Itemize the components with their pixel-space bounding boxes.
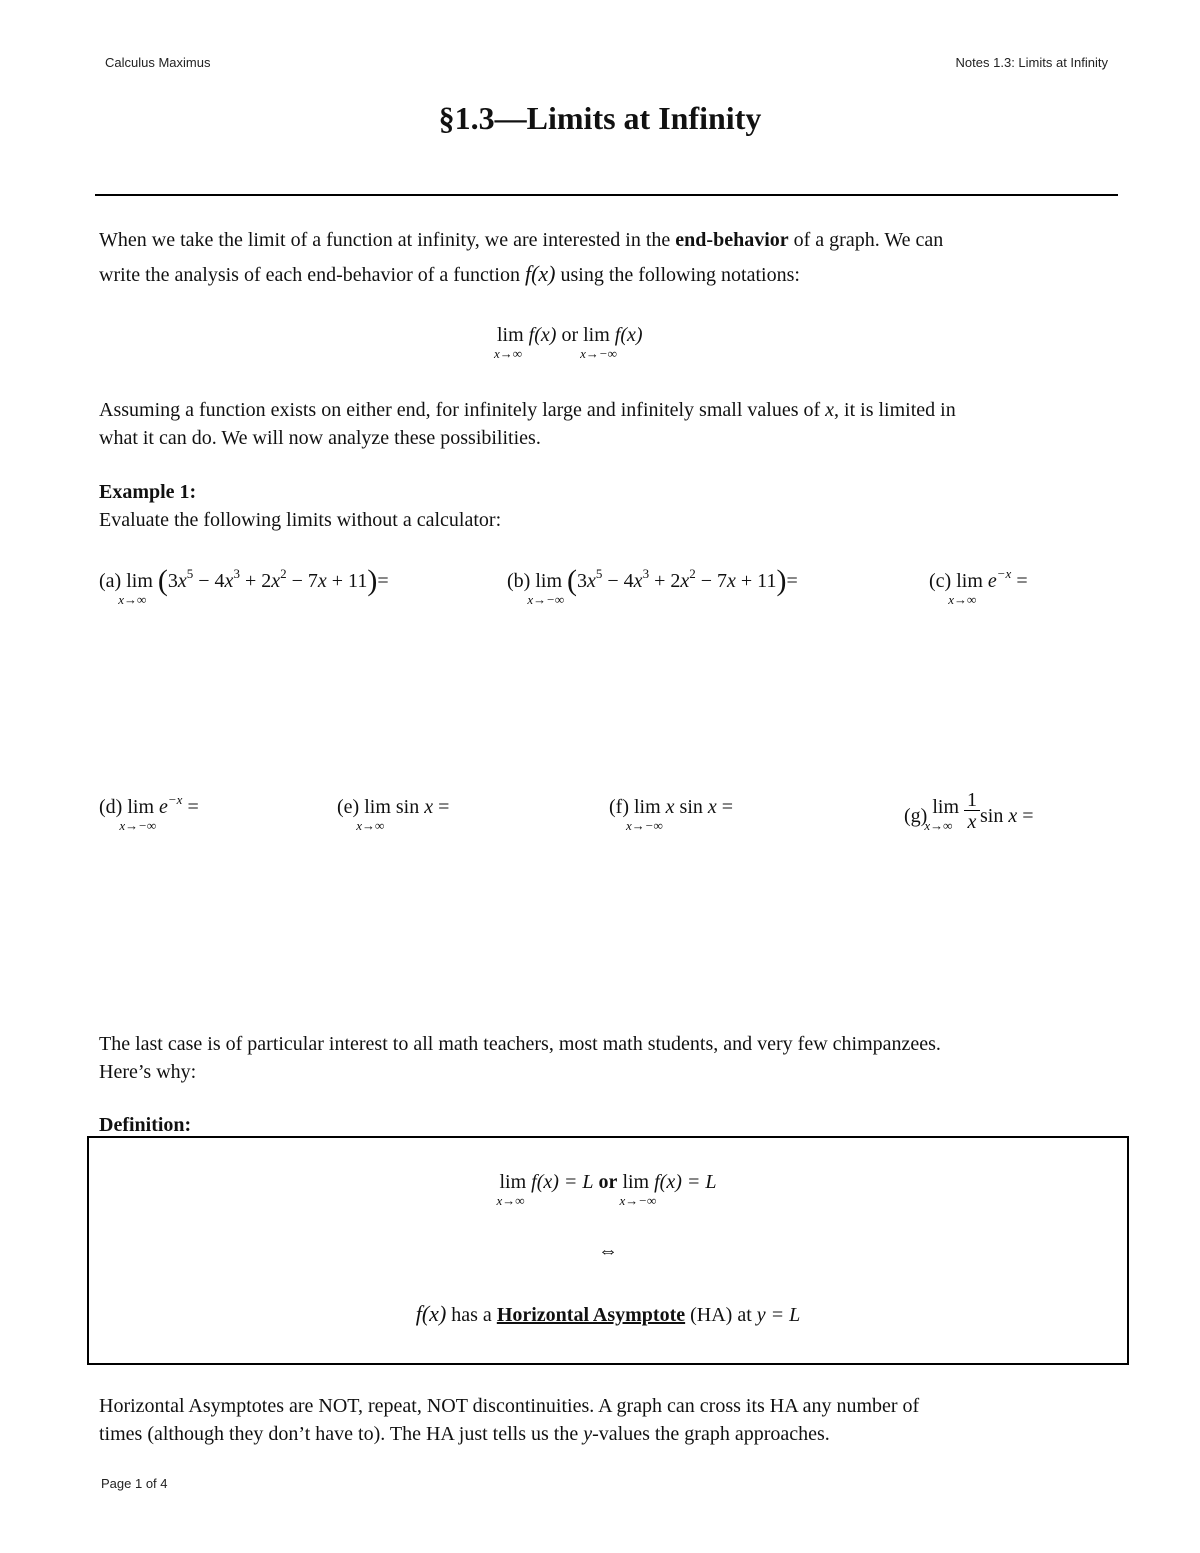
item-label: (e) <box>337 796 360 818</box>
intro-text-d: using the following notations: <box>560 264 800 286</box>
lim-sub: x→∞ <box>118 592 147 607</box>
definition-or: or <box>598 1171 618 1193</box>
lim-sub: x→−∞ <box>580 346 617 361</box>
definition-fx: f(x) <box>415 1301 447 1326</box>
assume-line-1 <box>99 396 1129 424</box>
intro-bold-term: end-behavior <box>675 229 789 251</box>
iff-symbol: ⇔ <box>598 1240 618 1262</box>
closing-line-1: Horizontal Asymptotes are NOT, repeat, NOT discontinuities. A graph can cross its HA any number of <box>99 1395 920 1417</box>
lim-sub: x→∞ <box>496 1193 525 1208</box>
assume-text-a: Assuming a function exists on either end, for infinitely large and infinitely small values of <box>99 399 826 421</box>
closing-line-2 <box>99 1420 1129 1448</box>
definition-conclusion <box>89 1301 1127 1327</box>
notation-fx-2: f(x) <box>614 324 643 346</box>
lim-sub: x→∞ <box>924 818 953 833</box>
intro-line-1 <box>99 226 1129 254</box>
item-label: (g) <box>904 805 928 828</box>
assume-paragraph <box>99 396 1129 452</box>
closing-paragraph <box>99 1392 1129 1448</box>
example-g <box>904 789 1034 839</box>
paren-right: ) <box>367 564 378 597</box>
header-right: Notes 1.3: Limits at Infinity <box>955 55 1108 70</box>
notation-line <box>494 324 643 361</box>
definition-box <box>87 1136 1129 1365</box>
lim-sub: x→∞ <box>948 592 977 607</box>
definition-ha-term: Horizontal Asymptote <box>496 1304 686 1326</box>
exp-expr: $e^{-x}$ <box>987 566 1012 592</box>
item-label: (a) <box>99 570 122 592</box>
definition-has-a: has a <box>451 1304 492 1326</box>
lim: lim x→−∞ <box>619 1171 657 1208</box>
definition-y-eq: y = L <box>756 1304 801 1326</box>
example-c <box>929 566 1028 607</box>
equals-sign: = <box>438 796 450 818</box>
item-label: (c) <box>929 570 952 592</box>
equals-sign: = <box>1022 805 1034 828</box>
intro-line-2 <box>99 260 1129 289</box>
sin-expr: sin x <box>395 796 434 818</box>
example-block <box>99 478 1129 534</box>
paren-right: ) <box>776 564 787 597</box>
example-a <box>99 564 389 607</box>
example-heading: Example 1: <box>99 481 197 503</box>
last-case-line-2: Here’s why: <box>99 1061 197 1083</box>
definition-lhs-1: f(x) = L <box>531 1171 594 1193</box>
assume-text-b: , it is limited in <box>834 399 956 421</box>
example-d <box>99 792 199 833</box>
item-label: (b) <box>507 570 531 592</box>
definition-lhs-2: f(x) = L <box>654 1171 717 1193</box>
lim-sub: x→−∞ <box>619 1193 657 1208</box>
example-f <box>609 796 734 833</box>
assume-line-2: what it can do. We will now analyze these possibilities. <box>99 427 541 449</box>
closing-text-a: times (although they don’t have to). The HA just tells us the <box>99 1423 584 1445</box>
lim: lim x→∞ <box>356 796 391 833</box>
lim: lim x→∞ <box>118 570 153 607</box>
lim-sub: x→−∞ <box>119 818 157 833</box>
equals-sign: = <box>786 570 798 592</box>
notation-or: or <box>561 324 579 346</box>
lim: lim x→−∞ <box>625 796 663 833</box>
fraction <box>964 790 980 833</box>
page-title: §1.3—Limits at Infinity <box>438 100 762 136</box>
lim-word: lim <box>583 324 610 346</box>
intro-text-c: write the analysis of each end-behavior of a function <box>99 264 525 286</box>
lim-word: lim <box>497 324 524 346</box>
sin-expr: sin x <box>980 805 1018 828</box>
equals-sign: = <box>187 796 199 818</box>
page-number: Page 1 of 4 <box>101 1476 168 1491</box>
lim: lim x→∞ <box>948 570 983 607</box>
equals-sign: = <box>377 570 389 592</box>
intro-text-b: of a graph. We can <box>788 229 944 251</box>
example-e <box>337 796 450 833</box>
example-instruction: Evaluate the following limits without a calculator: <box>99 509 502 531</box>
exp-expr: $e^{-x}$ <box>159 792 183 818</box>
intro-paragraph <box>99 226 1129 289</box>
definition-heading-wrap <box>99 1111 1129 1139</box>
lim: lim x→∞ <box>924 796 959 833</box>
header-left: Calculus Maximus <box>105 55 211 70</box>
lim: lim x→−∞ <box>119 796 157 833</box>
last-case-line-1: The last case is of particular interest to all math teachers, most math students, and very few chimpanzees. <box>99 1033 941 1055</box>
lim-sub: x→∞ <box>356 818 385 833</box>
definition-heading: Definition: <box>99 1114 192 1136</box>
paren-left: ( <box>157 564 168 597</box>
last-case-paragraph <box>99 1030 1129 1086</box>
title-rule <box>95 194 1118 196</box>
xsin-expr: x sin x <box>665 796 717 818</box>
lim-pos <box>494 324 524 361</box>
item-label: (f) <box>609 796 629 818</box>
equals-sign: = <box>721 796 734 818</box>
paren-left: ( <box>567 564 577 597</box>
lim: lim x→−∞ <box>527 570 565 607</box>
lim-neg <box>580 324 617 361</box>
lim-sub: x→∞ <box>494 346 523 361</box>
poly-expr: $3x^5 - 4x^3 + 2x^2 - 7x + 11$ <box>167 566 368 592</box>
fraction-numerator: 1 <box>964 790 980 811</box>
item-label: (d) <box>99 796 123 818</box>
lim-sub: x→−∞ <box>527 592 565 607</box>
definition-limits <box>89 1171 1127 1208</box>
assume-x: x <box>825 399 835 421</box>
intro-fx: f(x) <box>524 261 556 286</box>
closing-text-b: -values the graph approaches. <box>592 1423 830 1445</box>
poly-expr: $3x^5 - 4x^3 + 2x^2 - 7x + 11$ <box>577 566 777 592</box>
lim-sub: x→−∞ <box>625 818 663 833</box>
definition-ha-abbr: (HA) at <box>690 1304 752 1326</box>
fraction-denominator: x <box>967 811 977 833</box>
notation-fx-1: f(x) <box>528 324 557 346</box>
example-b <box>507 564 798 607</box>
closing-y: y <box>583 1423 593 1445</box>
intro-text-a: When we take the limit of a function at infinity, we are interested in the <box>99 229 676 251</box>
equals-sign: = <box>1016 570 1028 592</box>
lim: lim x→∞ <box>496 1171 527 1208</box>
